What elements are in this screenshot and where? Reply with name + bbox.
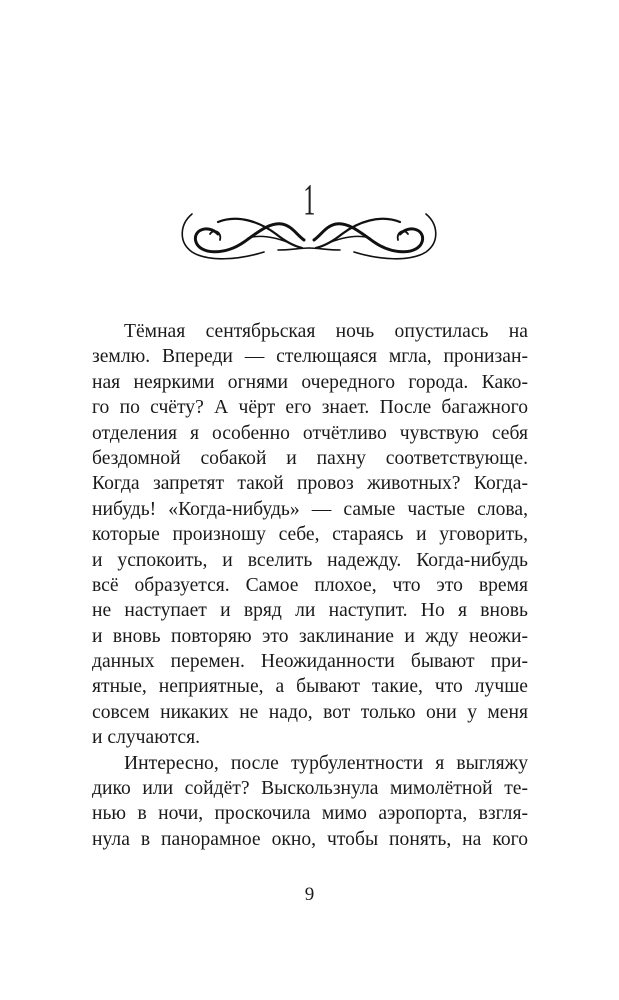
text-line: не наступает и вряд ли наступит. Но я вновь (92, 600, 528, 622)
text-line: совсем никаких не надо, вот только они у меня (92, 701, 528, 723)
text-line: дико или сойдёт? Выскользнула мимолётной те- (92, 778, 528, 800)
text-line: го по счёту? А чёрт его знает. После багажного (92, 397, 528, 419)
paragraph (92, 319, 528, 751)
text-line: которые произношу себе, стараясь и уговорить, (92, 524, 528, 546)
text-line: всё образуется. Самое плохое, что это время (92, 574, 528, 596)
text-line: отделения я особенно отчётливо чувствую себя (92, 422, 528, 444)
text-line: нибудь! «Когда-нибудь» — самые частые слова, (92, 498, 528, 520)
text-line: Тёмная сентябрьская ночь опустилась на (124, 321, 528, 342)
text-line: Когда запретят такой провоз животных? Когда- (92, 473, 528, 495)
text-line: и вновь повторяю это заклинание и жду неожи- (92, 625, 528, 647)
text-line: и случаются. (92, 727, 200, 749)
paragraph (92, 751, 528, 853)
text-line: бездомной собакой и пахну соответствующе. (92, 447, 528, 469)
text-line: данных перемен. Неожиданности бывают при- (92, 651, 528, 673)
text-line: Интересно, после турбулентности я выгляжу (124, 752, 528, 774)
page-number: 9 (304, 884, 315, 905)
flourish-divider-icon (178, 208, 440, 268)
text-line: нула в панорамное окно, чтобы понять, на кого (92, 828, 528, 850)
chapter-body-text (92, 319, 528, 852)
chapter-number: 1 (303, 175, 316, 224)
text-line: землю. Впереди — стелющаяся мгла, пронизан- (92, 346, 528, 368)
text-line: ятные, неприятные, а бывают такие, что лучше (92, 676, 528, 698)
text-line: нью в ночи, проскочила мимо аэропорта, взгля- (92, 803, 528, 825)
text-line: ная неяркими огнями очередного города. Како- (92, 371, 528, 393)
text-line: и успокоить, и вселить надежду. Когда-нибудь (92, 549, 528, 571)
